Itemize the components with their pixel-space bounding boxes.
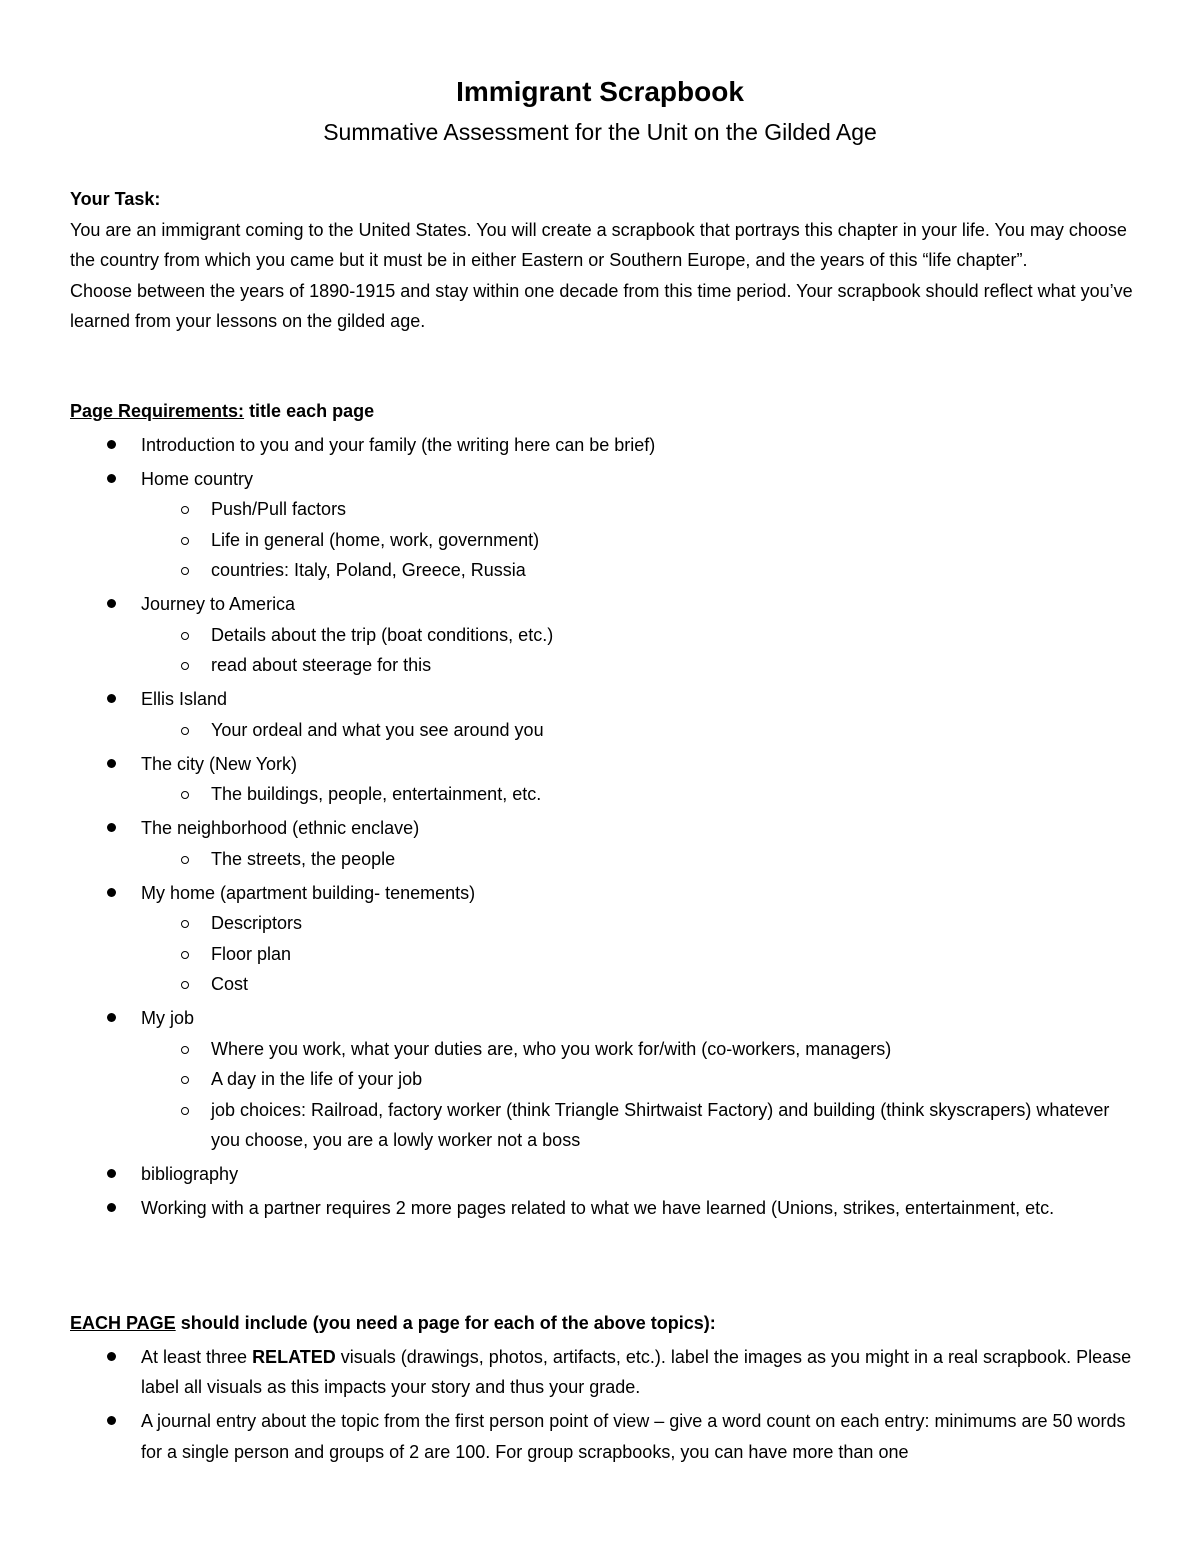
- requirement-subitem: Cost: [141, 969, 1140, 1000]
- requirement-subitem: The buildings, people, entertainment, etc.: [141, 779, 1140, 810]
- document-title: Immigrant Scrapbook: [456, 76, 744, 107]
- requirement-label: My job: [141, 1008, 195, 1028]
- requirement-subitem: Push/Pull factors: [141, 494, 1140, 525]
- requirement-subitem: Floor plan: [141, 939, 1140, 970]
- requirement-subitem: Your ordeal and what you see around you: [141, 715, 1140, 746]
- requirements-heading: [70, 396, 1140, 427]
- each-page-heading-rest: should include (you need a page for each of the above topics):: [175, 1313, 716, 1333]
- document-subtitle: Summative Assessment for the Unit on the Gilded Age: [323, 119, 877, 145]
- requirement-subitem: Details about the trip (boat conditions, etc.): [141, 620, 1140, 651]
- requirement-item: [70, 749, 1140, 810]
- each-page-item-1-before: At least three: [141, 1346, 253, 1367]
- task-paragraph-1: You are an immigrant coming to the United States. You will create a scrapbook that portrays this chapter in your life. You may choose the country from which you came but it must be in either Eastern or Southern Europe, and the years of this “life chapter”.: [70, 219, 1127, 270]
- requirement-item: [70, 684, 1140, 745]
- requirement-sublist: [141, 494, 1140, 586]
- requirement-label: My home (apartment building- tenements): [141, 882, 476, 903]
- requirement-item: [70, 813, 1140, 874]
- each-page-heading-underlined: EACH PAGE: [70, 1313, 176, 1333]
- requirement-label: Journey to America: [141, 594, 296, 614]
- requirement-label: Introduction to you and your family (the writing here can be brief): [141, 434, 656, 455]
- requirement-label: Ellis Island: [141, 689, 228, 709]
- requirement-item: [70, 878, 1140, 1000]
- list-item: [70, 1342, 1140, 1403]
- requirement-subitem: job choices: Railroad, factory worker (think Triangle Shirtwaist Factory) and building (think skyscrapers) whatever you choose, you are a lowly worker not a boss: [141, 1095, 1140, 1156]
- each-page-item-1-bold: RELATED: [252, 1346, 336, 1367]
- requirement-label: Working with a partner requires 2 more pages related to what we have learned (Unions, strikes, entertainment, etc.: [141, 1198, 1055, 1218]
- requirement-subitem: Where you work, what your duties are, who you work for/with (co-workers, managers): [141, 1034, 1140, 1065]
- requirement-sublist: [141, 908, 1140, 1000]
- requirement-item: [70, 1159, 1140, 1190]
- requirements-heading-underlined: Page Requirements:: [70, 401, 245, 421]
- requirement-sublist: [141, 779, 1140, 810]
- requirement-item: [70, 464, 1140, 586]
- requirement-subitem: read about steerage for this: [141, 650, 1140, 681]
- requirement-label: bibliography: [141, 1164, 239, 1184]
- requirement-subitem: countries: Italy, Poland, Greece, Russia: [141, 555, 1140, 586]
- requirement-sublist: [141, 844, 1140, 875]
- requirements-list: [70, 430, 1140, 1224]
- requirements-section: [70, 396, 1140, 1227]
- each-page-item-1-after: visuals (drawings, photos, artifacts, etc.). label the images as you might in a real scrapbook. Please label all visuals as this impacts your story and thus your grade.: [141, 1346, 1132, 1397]
- requirement-subitem: Life in general (home, work, government): [141, 525, 1140, 556]
- requirement-subitem: Descriptors: [141, 908, 1140, 939]
- requirement-subitem: The streets, the people: [141, 844, 1140, 875]
- task-section: [70, 184, 1140, 337]
- task-heading: Your Task:: [70, 189, 161, 209]
- requirement-item: [70, 430, 1140, 461]
- requirement-item: [70, 1193, 1140, 1224]
- each-page-list: [70, 1342, 1140, 1468]
- requirement-item: [70, 1003, 1140, 1156]
- task-paragraph-2: Choose between the years of 1890-1915 and stay within one decade from this time period. Your scrapbook should reflect what you’ve learned from your lessons on the gilded age.: [70, 280, 1133, 331]
- requirement-subitem: A day in the life of your job: [141, 1064, 1140, 1095]
- requirement-item: [70, 589, 1140, 681]
- requirement-sublist: [141, 620, 1140, 681]
- each-page-heading: [70, 1308, 1140, 1339]
- requirements-heading-rest: title each page: [244, 401, 375, 421]
- requirement-label: Home country: [141, 468, 254, 489]
- requirement-sublist: [141, 1034, 1140, 1156]
- requirement-label: The neighborhood (ethnic enclave): [141, 818, 420, 838]
- requirement-label: The city (New York): [141, 753, 298, 774]
- requirement-sublist: [141, 715, 1140, 746]
- list-item: A journal entry about the topic from the first person point of view – give a word count on each entry: minimums are 50 words for a single person and groups of 2 are 100. For group scrapbooks, you can have more than one: [70, 1406, 1140, 1467]
- each-page-section: [70, 1308, 1140, 1471]
